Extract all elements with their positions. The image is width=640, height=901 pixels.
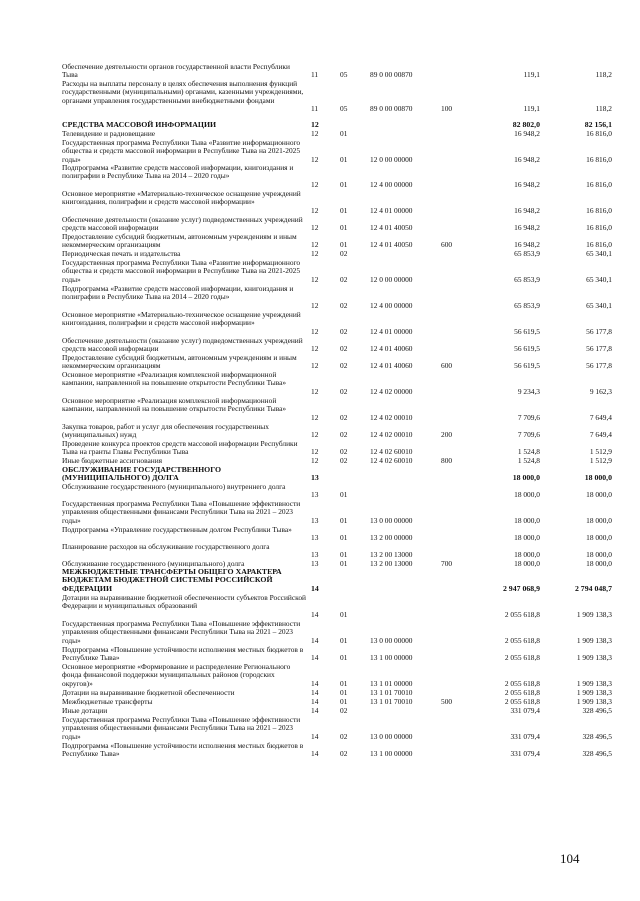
subsection-code: 02 [340, 731, 348, 741]
amount-year-1: 16 948,2 [514, 223, 540, 233]
expense-type-code: 800 [441, 456, 453, 465]
row-name: Государственная программа Республики Тыва «Повышение эффективности управления общественными финансами Республики Тыва на 2021 – 2023 годы» [62, 499, 301, 525]
amount-year-2: 18 000,0 [586, 490, 612, 500]
section-code: 14 [311, 749, 319, 759]
target-article-code: 89 0 00 00870 [370, 70, 413, 80]
amount-year-2: 16 816,0 [586, 205, 612, 215]
subsection-code: 02 [340, 447, 348, 457]
amount-year-2: 328 496,5 [582, 706, 612, 715]
subsection-code: 01 [340, 205, 348, 215]
subsection-code: 01 [340, 609, 348, 619]
section-code: 12 [311, 300, 319, 310]
amount-year-2: 16 816,0 [586, 179, 612, 189]
section-code: 12 [311, 179, 319, 189]
section-code: 14 [311, 731, 319, 741]
amount-year-2: 56 177,8 [586, 361, 612, 371]
row-name: Дотации на выравнивание бюджетной обеспеченности [62, 688, 235, 697]
target-article-code: 13 0 00 00000 [370, 731, 413, 741]
row-name: Расходы на выплаты персоналу в целях обеспечения выполнения функций государственными (муниципальными) органами, казенными учреждениями, органами управления государственными внебюджетными фондами [62, 79, 304, 105]
amount-year-1: 2 055 618,8 [504, 653, 540, 663]
subsection-code: 02 [340, 706, 348, 715]
amount-year-1: 331 079,4 [510, 706, 540, 715]
row-name: Периодическая печать и издательства [62, 249, 181, 258]
target-article-code: 12 4 01 40050 [370, 223, 413, 233]
row-name: Обеспечение деятельности (оказание услуг) подведомственных учреждений средств массовой информации [62, 336, 303, 354]
expense-type-code: 700 [441, 559, 453, 568]
target-article-code: 13 1 00 00000 [370, 653, 413, 663]
section-code: 12 [311, 120, 319, 129]
amount-year-2: 18 000,0 [586, 533, 612, 543]
row-name: Государственная программа Республики Тыва «Развитие информационного общества и средств массовой информации в Республике Тыва на 2021-2025 годы» [62, 258, 301, 284]
row-name: Обслуживание государственного (муниципального) внутреннего долга [62, 482, 286, 491]
amount-year-2: 65 340,1 [586, 249, 612, 258]
subsection-code: 01 [340, 154, 348, 164]
subsection-code: 01 [340, 559, 348, 568]
expense-type-code: 600 [441, 240, 453, 250]
row-name: Подпрограмма «Развитие средств массовой информации, книгоиздания и полиграфии в Республике Тыва на 2014 – 2020 годы» [62, 284, 294, 302]
subsection-code: 02 [340, 412, 348, 422]
row-name: Иные дотации [62, 706, 108, 715]
amount-year-1: 16 948,2 [514, 129, 540, 138]
row-name: Телевидение и радиовещание [62, 129, 156, 138]
row-name: Подпрограмма «Развитие средств массовой информации, книгоиздания и полиграфии в Республике Тыва на 2014 – 2020 годы» [62, 163, 294, 181]
amount-year-1: 331 079,4 [510, 731, 540, 741]
section-code: 13 [311, 559, 319, 568]
amount-year-1: 18 000,0 [512, 473, 540, 483]
amount-year-1: 2 055 618,8 [504, 688, 540, 697]
row-name: МЕЖБЮДЖЕТНЫЕ ТРАНСФЕРТЫ ОБЩЕГО ХАРАКТЕРА БЮДЖЕТАМ БЮДЖЕТНОЙ СИСТЕМЫ РОССИЙСКОЙ ФЕДЕРАЦИИ [62, 567, 282, 593]
section-code: 12 [311, 129, 319, 138]
subsection-code: 02 [340, 456, 348, 465]
section-code: 14 [311, 697, 319, 706]
subsection-code: 01 [340, 550, 348, 560]
subsection-code: 02 [340, 274, 348, 284]
section-code: 12 [311, 412, 319, 422]
row-name: Межбюджетные трансферты [62, 697, 153, 706]
expense-type-code: 200 [441, 430, 453, 440]
amount-year-1: 18 000,0 [514, 515, 540, 525]
row-name: Подпрограмма «Повышение устойчивости исполнения местных бюджетов в Республике Тыва» [62, 741, 304, 759]
section-code: 12 [311, 240, 319, 250]
section-code: 11 [311, 104, 319, 114]
amount-year-1: 7 709,6 [517, 412, 540, 422]
amount-year-1: 16 948,2 [514, 240, 540, 250]
amount-year-2: 16 816,0 [586, 240, 612, 250]
amount-year-1: 2 055 618,8 [504, 697, 540, 706]
subsection-code: 02 [340, 326, 348, 336]
section-code: 14 [311, 635, 319, 645]
target-article-code: 13 1 01 00000 [370, 678, 413, 688]
row-name: Закупка товаров, работ и услуг для обеспечения государственных (муниципальных) нужд [62, 422, 269, 440]
row-name: Подпрограмма «Управление государственным долгом Республики Тыва» [62, 525, 292, 534]
amount-year-2: 7 649,4 [589, 430, 612, 440]
row-name: ОБСЛУЖИВАНИЕ ГОСУДАРСТВЕННОГО (МУНИЦИПАЛЬНОГО) ДОЛГА [62, 465, 222, 483]
subsection-code: 01 [340, 653, 348, 663]
subsection-code: 01 [340, 697, 348, 706]
row-name: Иные бюджетные ассигнования [62, 456, 163, 465]
amount-year-1: 16 948,2 [514, 154, 540, 164]
amount-year-2: 1 512,9 [589, 447, 612, 457]
section-code: 12 [311, 447, 319, 457]
row-name: Дотации на выравнивание бюджетной обеспеченности субъектов Российской Федерации и муниципальных образований [62, 593, 307, 611]
subsection-code: 02 [340, 361, 348, 371]
amount-year-1: 2 055 618,8 [504, 635, 540, 645]
amount-year-1: 18 000,0 [514, 559, 540, 568]
amount-year-2: 1 512,9 [589, 456, 612, 465]
row-name: Предоставление субсидий бюджетным, автономным учреждениям и иным некоммерческим организациям [62, 232, 297, 250]
target-article-code: 12 4 02 00010 [370, 430, 413, 440]
expense-type-code: 500 [441, 697, 453, 706]
amount-year-1: 16 948,2 [514, 205, 540, 215]
amount-year-2: 56 177,8 [586, 344, 612, 354]
target-article-code: 12 0 00 00000 [370, 154, 413, 164]
section-code: 13 [311, 515, 319, 525]
target-article-code: 89 0 00 00870 [370, 104, 413, 114]
amount-year-2: 7 649,4 [589, 412, 612, 422]
subsection-code: 02 [340, 344, 348, 354]
amount-year-2: 16 816,0 [586, 154, 612, 164]
target-article-code: 13 2 00 13000 [370, 559, 413, 568]
section-code: 12 [311, 205, 319, 215]
subsection-code: 01 [340, 688, 348, 697]
row-name: Обслуживание государственного (муниципального) долга [62, 559, 245, 568]
row-name: Государственная программа Республики Тыва «Повышение эффективности управления общественными финансами Республики Тыва на 2021 – 2023 годы» [62, 715, 301, 741]
subsection-code: 02 [340, 249, 348, 258]
subsection-code: 05 [340, 70, 348, 80]
amount-year-2: 1 909 138,3 [576, 653, 612, 663]
target-article-code: 12 4 02 60010 [370, 447, 413, 457]
target-article-code: 12 4 00 00000 [370, 179, 413, 189]
amount-year-2: 18 000,0 [586, 515, 612, 525]
amount-year-1: 331 079,4 [510, 749, 540, 759]
section-code: 12 [311, 274, 319, 284]
target-article-code: 13 1 01 70010 [370, 697, 413, 706]
target-article-code: 12 4 02 60010 [370, 456, 413, 465]
section-code: 14 [311, 583, 319, 593]
section-code: 13 [311, 490, 319, 500]
amount-year-2: 1 909 138,3 [576, 635, 612, 645]
section-code: 12 [311, 326, 319, 336]
target-article-code: 13 0 00 00000 [370, 515, 413, 525]
amount-year-2: 16 816,0 [586, 129, 612, 138]
amount-year-2: 9 162,3 [589, 386, 612, 396]
subsection-code: 02 [340, 386, 348, 396]
target-article-code: 13 2 00 00000 [370, 533, 413, 543]
section-code: 12 [311, 249, 319, 258]
section-code: 12 [311, 223, 319, 233]
row-name: Обеспечение деятельности (оказание услуг) подведомственных учреждений средств массовой информации [62, 215, 303, 233]
amount-year-1: 18 000,0 [514, 533, 540, 543]
amount-year-1: 82 802,0 [512, 120, 540, 129]
section-code: 13 [311, 473, 319, 483]
subsection-code: 01 [340, 129, 348, 138]
section-code: 12 [311, 361, 319, 371]
amount-year-1: 65 853,9 [514, 300, 540, 310]
row-name: Основное мероприятие «Формирование и распределение Регионального фонда финансовой поддержки муниципальных районов (городских округов)» [62, 662, 291, 688]
subsection-code: 01 [340, 635, 348, 645]
amount-year-1: 18 000,0 [514, 490, 540, 500]
amount-year-1: 18 000,0 [514, 550, 540, 560]
amount-year-2: 65 340,1 [586, 274, 612, 284]
amount-year-1: 1 524,8 [517, 456, 540, 465]
row-name: Основное мероприятие «Реализация комплексной информационной кампании, направленной на повышение открытости Республики Тыва» [62, 396, 287, 414]
subsection-code: 01 [340, 678, 348, 688]
target-article-code: 12 4 01 40060 [370, 361, 413, 371]
target-article-code: 12 4 01 40060 [370, 344, 413, 354]
subsection-code: 02 [340, 300, 348, 310]
amount-year-2: 18 000,0 [586, 550, 612, 560]
row-name: Основное мероприятие «Реализация комплексной информационной кампании, направленной на повышение открытости Республики Тыва» [62, 370, 287, 388]
amount-year-2: 1 909 138,3 [576, 697, 612, 706]
amount-year-1: 56 619,5 [514, 344, 540, 354]
amount-year-2: 18 000,0 [586, 559, 612, 568]
amount-year-2: 82 156,1 [584, 120, 612, 129]
subsection-code: 02 [340, 749, 348, 759]
amount-year-2: 2 794 048,7 [574, 583, 612, 593]
target-article-code: 12 4 02 00000 [370, 386, 413, 396]
amount-year-1: 119,1 [523, 70, 540, 80]
row-name: Подпрограмма «Повышение устойчивости исполнения местных бюджетов в Республике Тыва» [62, 645, 304, 663]
amount-year-1: 119,1 [523, 104, 540, 114]
section-code: 11 [311, 70, 319, 80]
section-code: 12 [311, 430, 319, 440]
section-code: 14 [311, 653, 319, 663]
amount-year-1: 65 853,9 [514, 249, 540, 258]
section-code: 14 [311, 678, 319, 688]
page-number: 104 [560, 851, 580, 866]
target-article-code: 12 4 01 40050 [370, 240, 413, 250]
row-name: Обеспечение деятельности органов государственной власти Республики Тыва [62, 62, 290, 80]
amount-year-2: 118,2 [595, 70, 612, 80]
amount-year-2: 65 340,1 [586, 300, 612, 310]
expense-type-code: 600 [441, 361, 453, 371]
row-name: Государственная программа Республики Тыва «Развитие информационного общества и средств массовой информации в Республике Тыва на 2021-2025 годы» [62, 138, 301, 164]
target-article-code: 13 2 00 13000 [370, 550, 413, 560]
amount-year-2: 1 909 138,3 [576, 609, 612, 619]
amount-year-2: 1 909 138,3 [576, 688, 612, 697]
amount-year-1: 2 055 618,8 [504, 678, 540, 688]
amount-year-1: 56 619,5 [514, 326, 540, 336]
target-article-code: 12 4 00 00000 [370, 300, 413, 310]
target-article-code: 12 0 00 00000 [370, 274, 413, 284]
target-article-code: 13 0 00 00000 [370, 635, 413, 645]
amount-year-2: 1 909 138,3 [576, 678, 612, 688]
subsection-code: 05 [340, 104, 348, 114]
section-code: 12 [311, 154, 319, 164]
amount-year-1: 2 947 068,9 [502, 583, 540, 593]
target-article-code: 13 1 00 00000 [370, 749, 413, 759]
section-code: 13 [311, 533, 319, 543]
amount-year-1: 2 055 618,8 [504, 609, 540, 619]
amount-year-1: 16 948,2 [514, 179, 540, 189]
amount-year-1: 56 619,5 [514, 361, 540, 371]
amount-year-2: 16 816,0 [586, 223, 612, 233]
amount-year-1: 1 524,8 [517, 447, 540, 457]
section-code: 14 [311, 609, 319, 619]
section-code: 12 [311, 386, 319, 396]
section-code: 14 [311, 706, 319, 715]
amount-year-2: 328 496,5 [582, 731, 612, 741]
target-article-code: 12 4 02 00010 [370, 412, 413, 422]
target-article-code: 13 1 01 70010 [370, 688, 413, 697]
target-article-code: 12 4 01 00000 [370, 326, 413, 336]
row-name: Планирование расходов на обслуживание государственного долга [62, 542, 270, 551]
row-name: Государственная программа Республики Тыва «Повышение эффективности управления общественными финансами Республики Тыва на 2021 – 2023 годы» [62, 619, 301, 645]
expense-type-code: 100 [441, 104, 453, 114]
subsection-code: 02 [340, 430, 348, 440]
amount-year-1: 65 853,9 [514, 274, 540, 284]
row-name: Основное мероприятие «Материально-техническое оснащение учреждений книгоиздания, полиграфии и средств массовой информации» [62, 310, 301, 328]
subsection-code: 01 [340, 179, 348, 189]
amount-year-1: 9 234,3 [517, 386, 540, 396]
subsection-code: 01 [340, 223, 348, 233]
target-article-code: 12 4 01 00000 [370, 205, 413, 215]
subsection-code: 01 [340, 515, 348, 525]
section-code: 12 [311, 344, 319, 354]
row-name: Основное мероприятие «Материально-техническое оснащение учреждений книгоиздания, полиграфии и средств массовой информации» [62, 189, 301, 207]
section-code: 14 [311, 688, 319, 697]
row-name: Предоставление субсидий бюджетным, автономным учреждениям и иным некоммерческим организациям [62, 353, 297, 371]
section-code: 12 [311, 456, 319, 465]
subsection-code: 01 [340, 240, 348, 250]
row-name: Проведение конкурса проектов средств массовой информации Республики Тыва на гранты Главы Республики Тыва [62, 439, 298, 457]
section-code: 13 [311, 550, 319, 560]
amount-year-2: 18 000,0 [584, 473, 612, 483]
row-name: СРЕДСТВА МАССОВОЙ ИНФОРМАЦИИ [62, 120, 217, 129]
amount-year-2: 56 177,8 [586, 326, 612, 336]
subsection-code: 01 [340, 533, 348, 543]
subsection-code: 01 [340, 490, 348, 500]
amount-year-1: 7 709,6 [517, 430, 540, 440]
amount-year-2: 118,2 [595, 104, 612, 114]
amount-year-2: 328 496,5 [582, 749, 612, 759]
